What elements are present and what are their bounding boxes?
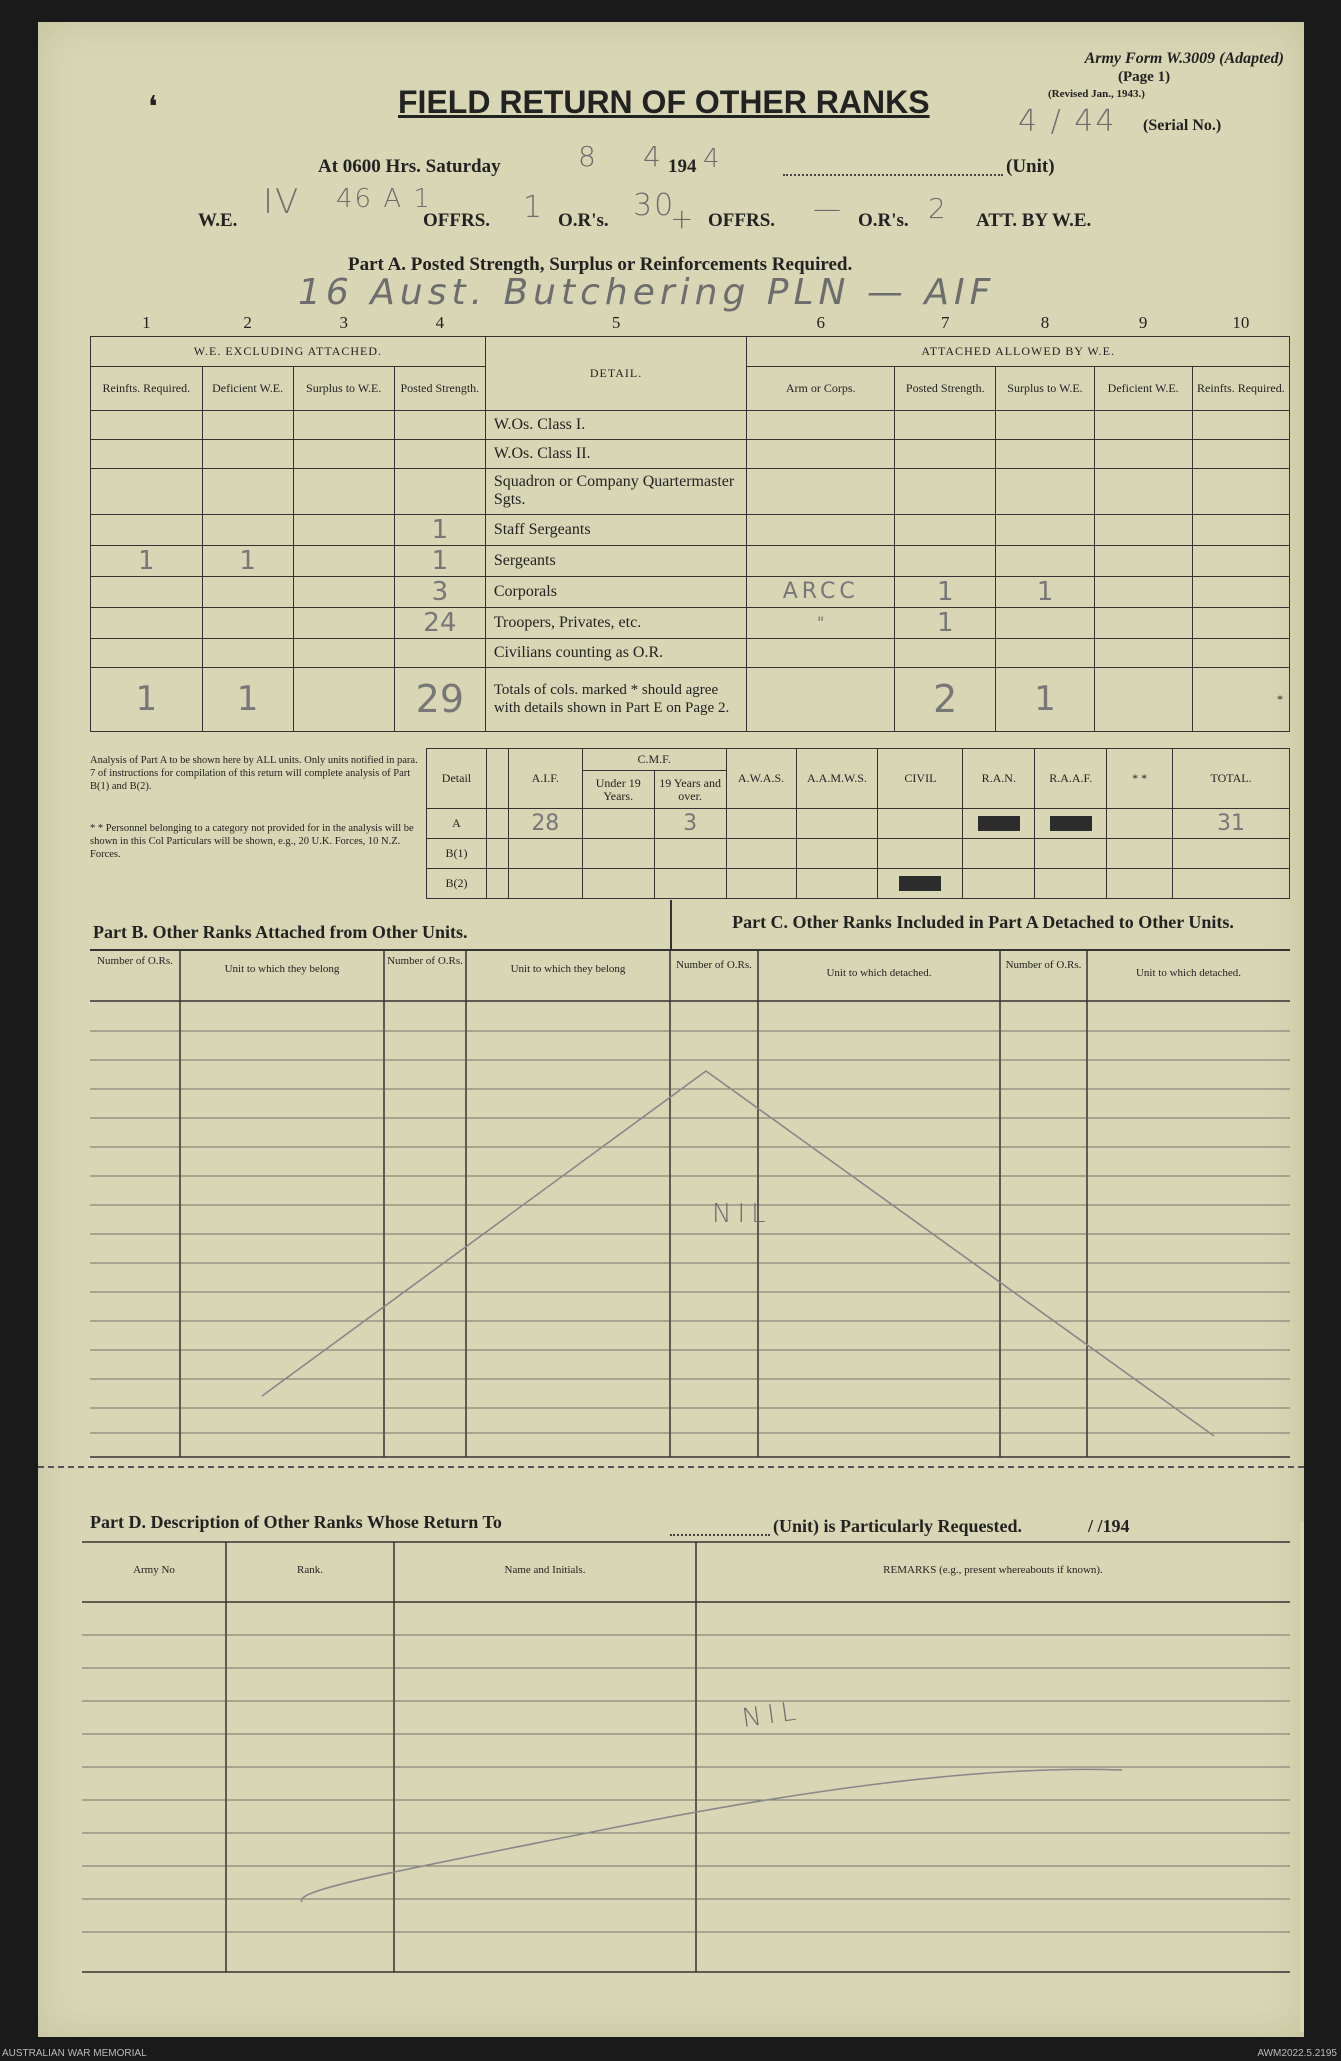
cell xyxy=(996,439,1094,468)
we-label: W.E. xyxy=(198,210,238,231)
cell xyxy=(91,514,203,545)
blocked-cell xyxy=(1050,816,1092,831)
col-header: Unit to which detached. xyxy=(826,967,932,979)
table-row xyxy=(91,576,1290,607)
serial-number: 4 / 44 xyxy=(1018,104,1117,139)
awas-header: A.W.A.S. xyxy=(726,749,796,809)
cell: 1 xyxy=(895,576,996,607)
cell: 1 xyxy=(91,545,203,576)
row-label: B(1) xyxy=(427,839,487,869)
table-row xyxy=(91,410,1290,439)
cell xyxy=(1094,576,1192,607)
cell xyxy=(747,410,895,439)
cell xyxy=(293,545,394,576)
aamws-header: A.A.M.W.S. xyxy=(796,749,878,809)
cell xyxy=(202,468,293,514)
part-bc-lines xyxy=(90,949,1290,1459)
we-excluding-header: W.E. EXCLUDING ATTACHED. xyxy=(91,336,486,366)
col-header: Deficient W.E. xyxy=(202,366,293,410)
table-row xyxy=(91,545,1290,576)
part-a-table xyxy=(90,310,1290,732)
cell xyxy=(1094,514,1192,545)
analysis-table xyxy=(426,748,1290,899)
cell xyxy=(1107,839,1173,869)
col-header: Surplus to W.E. xyxy=(293,366,394,410)
unit-line xyxy=(783,174,1003,176)
over-19-header: 19 Years and over. xyxy=(654,771,726,809)
cell xyxy=(726,869,796,899)
cell xyxy=(202,439,293,468)
total-cell: 2 xyxy=(895,667,996,731)
part-c-title: Part C. Other Ranks Included in Part A Detached to Other Units. xyxy=(732,912,1234,932)
col-number: 1 xyxy=(142,312,151,332)
cell xyxy=(726,809,796,839)
cell xyxy=(293,439,394,468)
row-detail: Corporals xyxy=(485,576,747,607)
cell xyxy=(895,468,996,514)
table-row xyxy=(91,439,1290,468)
offrs2-label: OFFRS. xyxy=(708,210,776,231)
form-sheet xyxy=(38,22,1304,2037)
col-header: Army No xyxy=(133,1564,175,1576)
we-number-2: 46 A 1 xyxy=(336,184,432,214)
cell: 1 xyxy=(996,576,1094,607)
total-cell xyxy=(1094,667,1192,731)
table-row xyxy=(427,809,1290,839)
cell xyxy=(486,839,508,869)
total-cell: 29 xyxy=(394,667,485,731)
aif-value xyxy=(508,839,582,869)
cell xyxy=(91,576,203,607)
table-row xyxy=(427,839,1290,869)
cell xyxy=(1035,809,1107,839)
total-value: 31 xyxy=(1173,809,1290,839)
offrs-label: OFFRS. xyxy=(423,210,491,231)
blocked-cell xyxy=(899,876,941,891)
cell xyxy=(293,410,394,439)
corner-mark: ❛ xyxy=(148,91,158,124)
date-year-digit: 4 xyxy=(703,144,722,174)
cell xyxy=(1094,468,1192,514)
cell xyxy=(996,638,1094,667)
date-month: 4 xyxy=(643,140,663,173)
col-header: Reinfts. Required. xyxy=(91,366,203,410)
cell xyxy=(963,809,1035,839)
civil-header: CIVIL xyxy=(878,749,963,809)
col-header: Surplus to W.E. xyxy=(996,366,1094,410)
col-header: Number of O.Rs. xyxy=(1005,959,1082,971)
col-header: Unit to which detached. xyxy=(1135,967,1242,979)
cell xyxy=(895,545,996,576)
col-number: 8 xyxy=(1040,312,1050,332)
nil-strike-line xyxy=(262,1071,1214,1436)
offrs2-value: — xyxy=(813,192,843,225)
over-19-value xyxy=(654,869,726,899)
total-header: TOTAL. xyxy=(1173,749,1290,809)
col-header: Unit to which they belong xyxy=(224,963,340,975)
aif-value: 28 xyxy=(508,809,582,839)
cell xyxy=(895,514,996,545)
cell xyxy=(996,410,1094,439)
ors2-value: 2 xyxy=(928,192,948,225)
row-label: B(2) xyxy=(427,869,487,899)
cell xyxy=(1192,439,1289,468)
cell xyxy=(878,869,963,899)
attached-allowed-header: ATTACHED ALLOWED BY W.E. xyxy=(747,336,1290,366)
col-number: 2 xyxy=(243,312,252,332)
footer-right: AWM2022.5.2195 xyxy=(1257,2048,1337,2059)
cell xyxy=(1192,545,1289,576)
col-header: Posted Strength. xyxy=(394,366,485,410)
cell xyxy=(796,869,878,899)
cell xyxy=(747,545,895,576)
cell xyxy=(1192,514,1289,545)
cell xyxy=(747,514,895,545)
footer-left: AUSTRALIAN WAR MEMORIAL xyxy=(2,2048,147,2059)
cell: 24 xyxy=(394,607,485,638)
cell xyxy=(1094,638,1192,667)
analysis-footnote: * * Personnel belonging to a category not provided for in the analysis will be shown in this Col Particulars will be shown, e.g., 20 U.K. Forces, 10 N.Z. Forces. xyxy=(90,823,414,860)
cell: " xyxy=(747,607,895,638)
col-header: Posted Strength. xyxy=(895,366,996,410)
cell: 1 xyxy=(394,514,485,545)
col-header: REMARKS (e.g., present whereabouts if known). xyxy=(883,1564,1103,1576)
row-detail: Sergeants xyxy=(485,545,747,576)
page-number: (Page 1) xyxy=(1118,69,1171,85)
col-header: Rank. xyxy=(297,1564,323,1576)
cell xyxy=(486,869,508,899)
row-detail: Troopers, Privates, etc. xyxy=(485,607,747,638)
analysis-detail-header: Detail xyxy=(427,749,487,809)
cell xyxy=(202,410,293,439)
part-d-lines xyxy=(82,1540,1290,1980)
col-number: 7 xyxy=(941,312,950,332)
cell xyxy=(91,607,203,638)
part-d-title: Part D. Description of Other Ranks Whose Return To xyxy=(90,1512,502,1532)
cell xyxy=(1035,839,1107,869)
row-detail: W.Os. Class I. xyxy=(485,410,747,439)
cell xyxy=(878,809,963,839)
total-cell: 1 xyxy=(996,667,1094,731)
table-row xyxy=(91,607,1290,638)
cell xyxy=(91,410,203,439)
cell xyxy=(963,869,1035,899)
col-header: Deficient W.E. xyxy=(1094,366,1192,410)
cell xyxy=(895,638,996,667)
raaf-header: R.A.A.F. xyxy=(1035,749,1107,809)
row-label: A xyxy=(427,809,487,839)
table-row xyxy=(91,468,1290,514)
cell xyxy=(202,638,293,667)
ors-value: 30 xyxy=(633,188,676,223)
cell xyxy=(293,576,394,607)
cell xyxy=(293,514,394,545)
cell xyxy=(747,638,895,667)
cell xyxy=(996,514,1094,545)
cell: 1 xyxy=(895,607,996,638)
part-a-title: Part A. Posted Strength, Surplus or Reinforcements Required. xyxy=(348,254,853,275)
unit-name-handwritten: 16 Aust. Butchering PLN — AIF xyxy=(298,272,996,313)
row-detail: Staff Sergeants xyxy=(485,514,747,545)
cell xyxy=(1192,607,1289,638)
row-detail: Squadron or Company Quartermaster Sgts. xyxy=(485,468,747,514)
col-number: 4 xyxy=(435,312,445,332)
cell xyxy=(895,410,996,439)
row-detail: Civilians counting as O.R. xyxy=(485,638,747,667)
total-value xyxy=(1173,839,1290,869)
cell xyxy=(582,869,654,899)
total-value xyxy=(1173,869,1290,899)
nil-annotation: NIL xyxy=(740,1695,804,1735)
offrs-value: 1 xyxy=(523,190,545,225)
total-cell xyxy=(293,667,394,731)
att-by-we-label: ATT. BY W.E. xyxy=(976,210,1092,231)
cell: 1 xyxy=(202,545,293,576)
cell: 1 xyxy=(394,545,485,576)
part-d-date: / /194 xyxy=(1088,1516,1130,1536)
cell xyxy=(1094,607,1192,638)
total-cell: 1 xyxy=(202,667,293,731)
totals-row xyxy=(91,667,1290,731)
cell xyxy=(293,607,394,638)
cell xyxy=(996,607,1094,638)
cell xyxy=(486,809,508,839)
part-bc-grid xyxy=(90,949,1290,1459)
cell xyxy=(1094,410,1192,439)
cell xyxy=(582,839,654,869)
date-year: 194 xyxy=(668,156,697,177)
over-19-value: 3 xyxy=(654,809,726,839)
cell xyxy=(293,638,394,667)
cell xyxy=(582,809,654,839)
row-detail: W.Os. Class II. xyxy=(485,439,747,468)
col-header: Name and Initials. xyxy=(504,1564,586,1576)
part-d-unit-label: (Unit) is Particularly Requested. xyxy=(773,1516,1022,1536)
table-row xyxy=(91,638,1290,667)
col-header: Arm or Corps. xyxy=(747,366,895,410)
unit-label: (Unit) xyxy=(1006,156,1055,177)
cell xyxy=(996,468,1094,514)
cell xyxy=(1107,869,1173,899)
cell xyxy=(394,410,485,439)
cell xyxy=(1192,638,1289,667)
cell xyxy=(796,839,878,869)
cell xyxy=(91,638,203,667)
cell: ARCC xyxy=(747,576,895,607)
cell xyxy=(996,545,1094,576)
blocked-cell xyxy=(978,816,1020,831)
cmf-header: C.M.F. xyxy=(582,749,726,771)
cell xyxy=(202,576,293,607)
nil-strike-line xyxy=(301,1769,1122,1902)
cell xyxy=(394,468,485,514)
col-header: Number of O.Rs. xyxy=(676,959,752,971)
cell xyxy=(394,439,485,468)
part-b-title: Part B. Other Ranks Attached from Other Units. xyxy=(93,922,468,942)
cell xyxy=(1035,869,1107,899)
cell xyxy=(1192,576,1289,607)
nil-annotation: NIL xyxy=(712,1199,772,1229)
cell xyxy=(796,809,878,839)
aif-value xyxy=(508,869,582,899)
sheet-edge xyxy=(1300,1522,1304,2032)
col-number: 3 xyxy=(339,312,348,332)
under-19-header: Under 19 Years. xyxy=(582,771,654,809)
cell xyxy=(1094,439,1192,468)
col-number: 6 xyxy=(816,312,825,332)
col-header: Number of O.Rs. xyxy=(97,955,173,967)
cell xyxy=(293,468,394,514)
over-19-value xyxy=(654,839,726,869)
col-header: Reinfts. Required. xyxy=(1192,366,1289,410)
cell xyxy=(1094,545,1192,576)
col-number: 10 xyxy=(1232,312,1250,332)
col-number: 9 xyxy=(1138,312,1148,332)
cell xyxy=(963,839,1035,869)
perforation-line xyxy=(38,1466,1304,1468)
ran-header: R.A.N. xyxy=(963,749,1035,809)
cell xyxy=(91,439,203,468)
we-number-1: IV xyxy=(263,182,301,222)
column-number-row xyxy=(91,310,1290,336)
part-divider xyxy=(670,900,672,950)
col-header: Number of O.Rs. xyxy=(387,955,463,967)
cell xyxy=(394,638,485,667)
total-cell xyxy=(747,667,895,731)
cell xyxy=(726,839,796,869)
plus-sign: + xyxy=(670,202,696,235)
part-d-grid xyxy=(82,1540,1290,1980)
asterisk: * xyxy=(1192,667,1289,731)
cell xyxy=(202,514,293,545)
ors-label: O.R's. xyxy=(558,210,609,231)
table-row xyxy=(427,869,1290,899)
other-header: * * xyxy=(1107,749,1173,809)
form-number: Army Form W.3009 (Adapted) xyxy=(1084,50,1284,67)
cell xyxy=(1107,809,1173,839)
date-day: 8 xyxy=(578,140,598,173)
cell xyxy=(747,439,895,468)
at-hrs-label: At 0600 Hrs. Saturday xyxy=(318,156,501,177)
cell xyxy=(1192,410,1289,439)
col-header: Unit to which they belong xyxy=(510,963,626,975)
col-number: 5 xyxy=(611,312,621,332)
page-title: FIELD RETURN OF OTHER RANKS xyxy=(398,84,930,120)
detail-header: DETAIL. xyxy=(485,336,747,410)
cell: 3 xyxy=(394,576,485,607)
analysis-note: Analysis of Part A to be shown here by ALL units. Only units notified in para. 7 of instructions for compilation of this return will complete analysis of Part B(1) and B(2). xyxy=(90,755,418,792)
cell xyxy=(878,839,963,869)
part-d-unit-line xyxy=(670,1534,770,1536)
totals-note: Totals of cols. marked * should agree with details shown in Part E on Page 2. xyxy=(485,667,747,731)
revision-date: (Revised Jan., 1943.) xyxy=(1048,88,1145,100)
cell xyxy=(1192,468,1289,514)
cell xyxy=(202,607,293,638)
analysis-blank-col xyxy=(486,749,508,809)
cell xyxy=(91,468,203,514)
aif-header: A.I.F. xyxy=(508,749,582,809)
total-cell: 1 xyxy=(91,667,203,731)
cell xyxy=(895,439,996,468)
table-row xyxy=(91,514,1290,545)
cell xyxy=(747,468,895,514)
ors2-label: O.R's. xyxy=(858,210,909,231)
serial-label: (Serial No.) xyxy=(1143,117,1222,134)
